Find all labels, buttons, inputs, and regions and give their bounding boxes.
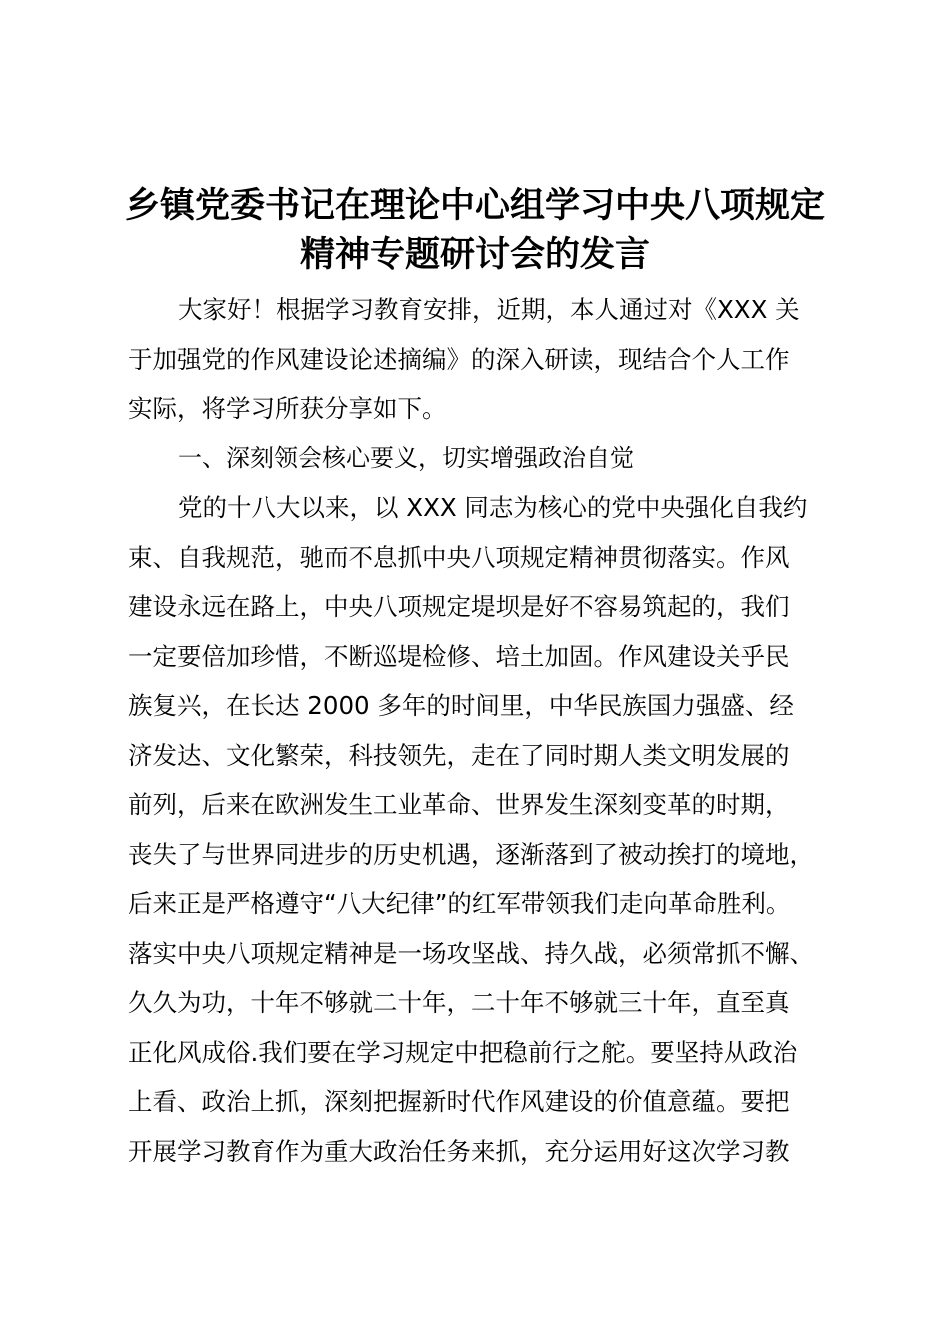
paragraph-line: 开展学习教育作为重大政治任务来抓，充分运用好这次学习教 xyxy=(128,1136,790,1166)
paragraph-line: 正化风成俗.我们要在学习规定中把稳前行之舵。要坚持从政治 xyxy=(128,1037,798,1067)
paragraph-line: 党的十八大以来，以 XXX 同志为核心的党中央强化自我约 xyxy=(178,493,808,522)
paragraph-line: 一定要倍加珍惜，不断巡堤检修、培土加固。作风建设关乎民 xyxy=(128,641,790,671)
paragraph-line: 后来正是严格遵守“八大纪律”的红军带领我们走向革命胜利。 xyxy=(128,889,791,918)
paragraph-line: 建设永远在路上，中央八项规定堤坝是好不容易筑起的，我们 xyxy=(128,592,790,621)
paragraph-line: 上看、政治上抓，深刻把握新时代作风建设的价值意蕴。要把 xyxy=(128,1087,790,1116)
paragraph-line: 落实中央八项规定精神是一场攻坚战、持久战，必须常抓不懈、 xyxy=(128,938,814,968)
paragraph-line: 大家好！根据学习教育安排，近期，本人通过对《XXX 关 xyxy=(178,295,800,324)
paragraph-line: 族复兴，在长达 2000 多年的时间里，中华民族国力强盛、经 xyxy=(128,691,794,720)
paragraph-line: 实际，将学习所获分享如下。 xyxy=(128,394,447,423)
document-title-line-2: 精神专题研讨会的发言 xyxy=(299,235,650,275)
paragraph-line: 前列，后来在欧洲发生工业革命、世界发生深刻变革的时期， xyxy=(128,790,790,819)
document-body xyxy=(128,285,858,1176)
paragraph-line: 丧失了与世界同进步的历史机遇，逐渐落到了被动挨打的境地， xyxy=(128,839,814,869)
paragraph-line: 久久为功，十年不够就二十年，二十年不够就三十年，直至真 xyxy=(128,988,790,1017)
paragraph-line: 束、自我规范，驰而不息抓中央八项规定精神贯彻落实。作风 xyxy=(128,542,790,572)
document-title-line-1: 乡镇党委书记在理论中心组学习中央八项规定 xyxy=(124,186,825,226)
paragraph-line: 济发达、文化繁荣，科技领先，走在了同时期人类文明发展的 xyxy=(128,740,790,770)
paragraph-line: 于加强党的作风建设论述摘编》的深入研读，现结合个人工作 xyxy=(128,344,790,374)
section-heading: 一、深刻领会核心要义，切实增强政治自觉 xyxy=(178,443,634,472)
